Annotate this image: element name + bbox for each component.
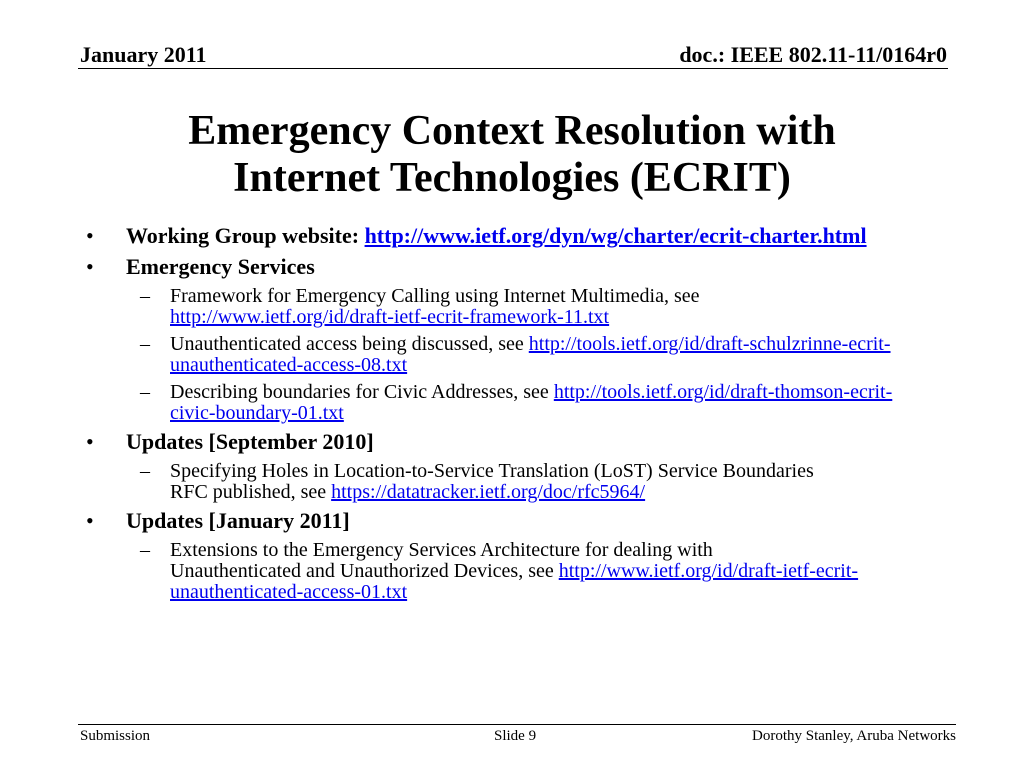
sub-item-framework [86, 286, 922, 328]
sub-item-text-line1: Specifying Holes in Location-to-Service Translation (LoST) Service Boundaries [170, 460, 814, 482]
slide-content [86, 224, 922, 609]
ecrit-unauthenticated-access-link[interactable]: http://www.ietf.org/id/draft-ietf-ecrit-unauthenticated-access-01.txt [170, 560, 859, 603]
footer-author: Dorothy Stanley, Aruba Networks [752, 728, 956, 744]
framework-link[interactable]: http://www.ietf.org/id/draft-ietf-ecrit-framework-11.txt [170, 306, 610, 328]
slide-title-line2: Internet Technologies (ECRIT) [233, 155, 791, 201]
sub-item-text: Unauthenticated access being discussed, see [170, 333, 529, 355]
bullet-label: Emergency Services [126, 254, 315, 279]
bullet-label: Updates [January 2011] [126, 508, 350, 533]
unauthenticated-access-link[interactable]: http://tools.ietf.org/id/draft-schulzrinne-ecrit-unauthenticated-access-08.txt [170, 333, 891, 376]
sub-item-extensions [86, 540, 922, 603]
slide-title [80, 108, 944, 202]
dash-icon: – [140, 333, 150, 355]
sub-item-text: Framework for Emergency Calling using Internet Multimedia, see [170, 285, 700, 307]
working-group-link[interactable]: http://www.ietf.org/dyn/wg/charter/ecrit-charter.html [364, 223, 867, 248]
bullet-icon: • [86, 223, 94, 248]
bullet-label: Working Group website: [126, 223, 365, 248]
header-date: January 2011 [80, 42, 207, 67]
dash-icon: – [140, 460, 150, 482]
sub-item-text-line1: Extensions to the Emergency Services Architecture for dealing with [170, 539, 713, 561]
sub-item-text-line2: Unauthenticated and Unauthorized Devices, see [170, 560, 559, 582]
header-doc-id: doc.: IEEE 802.11-11/0164r0 [679, 42, 947, 67]
slide-title-line1: Emergency Context Resolution with [188, 108, 836, 154]
bullet-emergency-services [86, 255, 922, 278]
dash-icon: – [140, 381, 150, 403]
civic-boundary-link[interactable]: http://tools.ietf.org/id/draft-thomson-ecrit-civic-boundary-01.txt [170, 381, 893, 424]
sub-item-text-line2: RFC published, see [170, 481, 332, 503]
bullet-updates-january [86, 509, 922, 532]
sub-item-unauthenticated [86, 334, 922, 376]
sub-item-text: Describing boundaries for Civic Addresses, see [170, 381, 554, 403]
footer-rule [78, 724, 956, 725]
dash-icon: – [140, 539, 150, 561]
footer-slide-number: Slide 9 [494, 728, 537, 744]
bullet-icon: • [86, 508, 94, 533]
bullet-icon: • [86, 429, 94, 454]
footer-submission: Submission [80, 728, 151, 744]
bullet-icon: • [86, 254, 94, 279]
sub-item-civic-boundary [86, 382, 922, 424]
bullet-updates-september [86, 430, 922, 453]
dash-icon: – [140, 285, 150, 307]
bullet-label: Updates [September 2010] [126, 429, 374, 454]
bullet-working-group [86, 224, 922, 247]
sub-item-lost-holes [86, 461, 922, 503]
header-rule [78, 68, 948, 69]
rfc5964-link[interactable]: https://datatracker.ietf.org/doc/rfc5964/ [331, 481, 646, 503]
